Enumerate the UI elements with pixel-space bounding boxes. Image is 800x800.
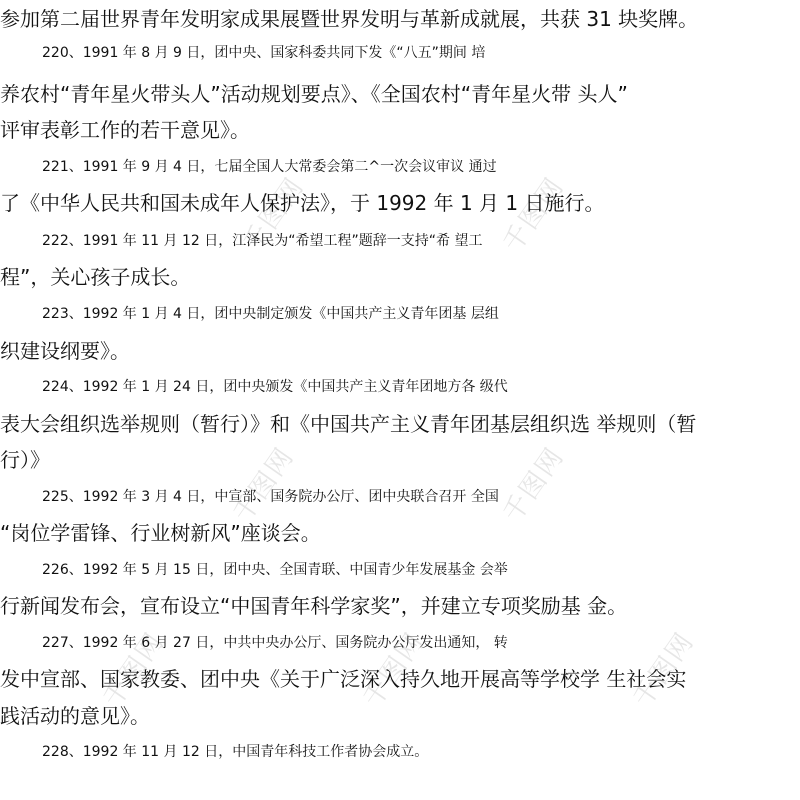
- paragraph-line: 223、1992 年 1 月 4 日，团中央制定颁发《中国共产主义青年团基 层组: [42, 306, 499, 322]
- paragraph-line: 行新闻发布会，宣布设立“中国青年科学家奖”，并建立专项奖励基 金。: [0, 594, 628, 618]
- paragraph-line: 221、1991 年 9 月 4 日，七届全国人大常委会第二^一次会议审议 通过: [42, 159, 497, 175]
- paragraph-line: 227、1992 年 6 月 27 日，中共中央办公厅、国务院办公厅发出通知， 转: [42, 635, 508, 651]
- paragraph-line: 222、1991 年 11 月 12 日，江泽民为“希望工程”题辞一支持“希 望工: [42, 233, 483, 249]
- paragraph-line: 程”，关心孩子成长。: [0, 265, 191, 289]
- paragraph-line: 228、1992 年 11 月 12 日，中国青年科技工作者协会成立。: [42, 744, 429, 760]
- paragraph-line: 表大会组织选举规则（暂行）》和《中国共产主义青年团基层组织选 举规则（暂: [0, 412, 697, 436]
- paragraph-line: 评审表彰工作的若干意见》。: [0, 118, 250, 142]
- paragraph-line: 践活动的意见》。: [0, 704, 150, 728]
- paragraph-line: 225、1992 年 3 月 4 日，中宣部、国务院办公厅、团中央联合召开 全国: [42, 489, 499, 505]
- watermark: 千图网: [357, 626, 431, 713]
- paragraph-line: 224、1992 年 1 月 24 日，团中央颁发《中国共产主义青年团地方各 级代: [42, 379, 508, 395]
- paragraph-line: 织建设纲要》。: [0, 339, 130, 363]
- watermark: 千图网: [227, 441, 301, 528]
- watermark: 千图网: [97, 626, 171, 713]
- paragraph-line: 行）》: [0, 448, 50, 472]
- watermark: 千图网: [237, 171, 311, 258]
- paragraph-line: 226、1992 年 5 月 15 日，团中央、全国青联、中国青少年发展基金 会举: [42, 562, 508, 578]
- paragraph-line: 养农村“青年星火带头人”活动规划要点》、《全国农村“青年星火带 头人”: [0, 82, 628, 106]
- paragraph-line: 220、1991 年 8 月 9 日，团中央、国家科委共同下发《“八五”期间 培: [42, 45, 486, 61]
- watermark: 千图网: [497, 441, 571, 528]
- paragraph-line: 参加第二届世界青年发明家成果展暨世界发明与革新成就展，共获 31 块奖牌。: [0, 7, 699, 31]
- paragraph-line: “岗位学雷锋、行业树新风”座谈会。: [0, 521, 321, 545]
- watermark: 千图网: [627, 626, 701, 713]
- watermark: 千图网: [497, 171, 571, 258]
- paragraph-line: 发中宣部、国家教委、团中央《关于广泛深入持久地开展高等学校学 生社会实: [0, 667, 687, 691]
- paragraph-line: 了《中华人民共和国未成年人保护法》，于 1992 年 1 月 1 日施行。: [0, 191, 605, 215]
